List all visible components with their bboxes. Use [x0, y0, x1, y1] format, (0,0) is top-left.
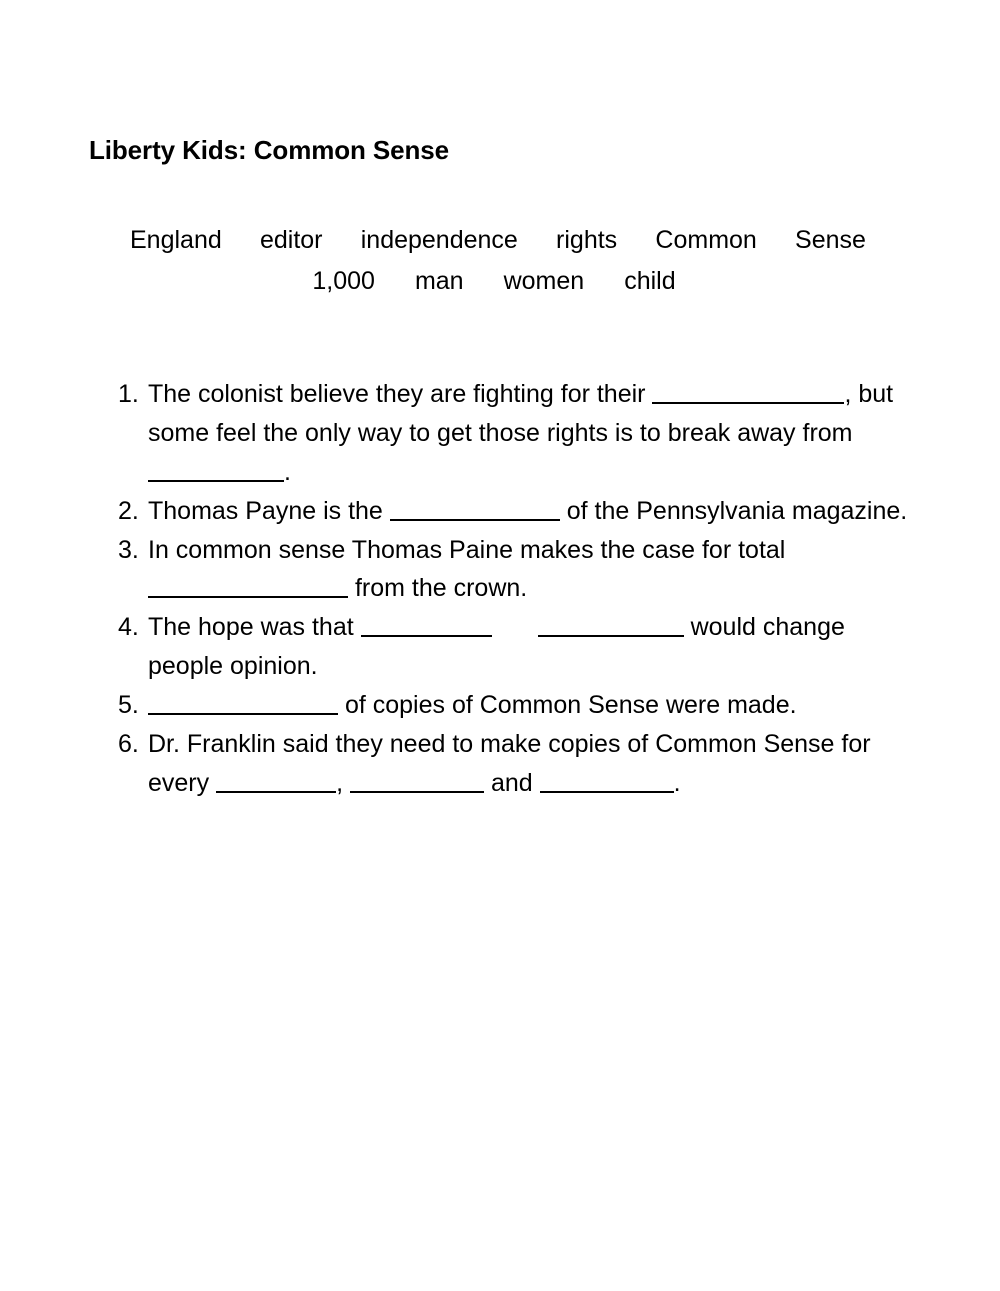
question-item	[118, 375, 918, 492]
question-text-run: ,	[336, 768, 350, 797]
answer-blank[interactable]	[148, 688, 338, 716]
question-number: 3.	[118, 535, 139, 564]
word-bank-word-4: Common	[655, 226, 757, 254]
word-bank-word-0: 1,000	[312, 266, 375, 295]
question-text-run: from the crown.	[348, 574, 528, 603]
word-bank-word-1: editor	[259, 226, 323, 254]
answer-blank[interactable]	[148, 571, 348, 599]
question-text-run: In common sense Thomas Paine makes the case for total	[148, 535, 786, 564]
question-text	[148, 531, 918, 609]
answer-blank[interactable]	[538, 610, 684, 638]
question-text-run: Thomas Payne is the	[148, 496, 390, 525]
question-text-run: .	[673, 768, 681, 797]
question-number: 4.	[118, 613, 139, 642]
question-number: 2.	[118, 496, 139, 525]
question-text-run: and	[484, 768, 540, 797]
answer-blank[interactable]	[652, 377, 844, 405]
question-text	[148, 492, 918, 531]
question-text-run: , but some feel the only way to get those rights is to break away from	[148, 380, 894, 447]
answer-blank[interactable]	[216, 765, 336, 793]
question-text-run: of the Pennsylvania magazine.	[559, 496, 908, 525]
answer-blank[interactable]	[361, 610, 492, 638]
word-bank-word-5: Sense	[795, 226, 866, 254]
question-item	[118, 531, 918, 609]
page-title: Liberty Kids: Common Sense	[89, 135, 450, 166]
question-list	[118, 375, 918, 803]
question-text-run: would change people opinion.	[148, 613, 845, 681]
answer-blank[interactable]	[390, 493, 560, 521]
question-text-run: The hope was that	[148, 613, 361, 642]
question-text-run: Dr. Franklin said they need to make copies of Common Sense for every	[148, 729, 871, 797]
answer-blank[interactable]	[350, 765, 484, 793]
question-text-run: The colonist believe they are fighting for their	[148, 380, 653, 408]
word-bank-word-0: England	[130, 226, 222, 254]
question-text-run: .	[284, 457, 291, 486]
question-text	[148, 686, 918, 725]
answer-blank[interactable]	[148, 454, 284, 482]
question-item	[118, 725, 918, 803]
word-bank-word-3: rights	[556, 226, 618, 254]
question-item	[118, 686, 918, 725]
question-text	[148, 725, 918, 803]
word-bank-word-2: women	[503, 266, 585, 295]
question-number: 1.	[118, 380, 139, 408]
question-text	[148, 375, 918, 492]
word-bank-word-2: independence	[360, 226, 518, 254]
question-number: 5.	[118, 691, 139, 719]
word-bank-line-1	[130, 220, 866, 261]
answer-blank[interactable]	[540, 765, 674, 793]
question-text	[148, 608, 918, 686]
question-item	[118, 608, 918, 686]
word-bank	[130, 220, 870, 301]
word-bank-word-1: man	[414, 266, 464, 295]
question-item	[118, 492, 918, 531]
question-number: 6.	[118, 729, 139, 758]
word-bank-line-2	[126, 261, 862, 302]
question-text-run: of copies of Common Sense were made.	[338, 691, 797, 719]
word-bank-word-3: child	[624, 266, 676, 295]
